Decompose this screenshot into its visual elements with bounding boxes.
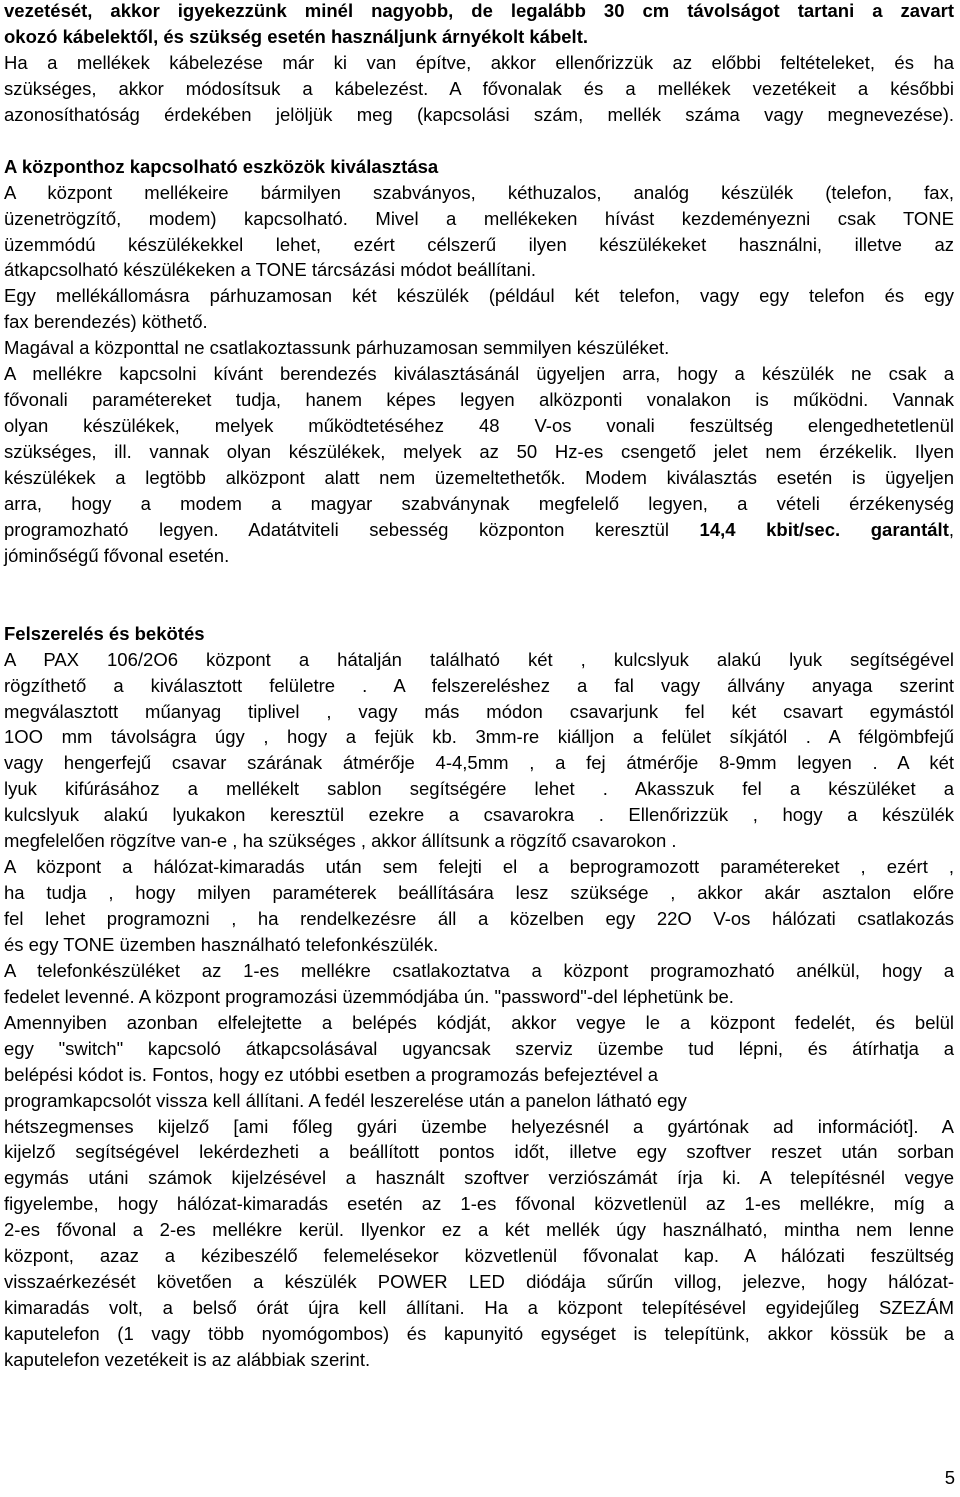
text-span <box>840 519 871 540</box>
text-line: kijelző segítségével lekérdezheti a beállított pontos időt, illetve egy szoftver reszet után sorban <box>4 1141 954 1163</box>
text-line: ha tudja , hogy milyen paraméterek beállítására lesz szüksége , akkor akár asztalon előre <box>4 882 954 904</box>
text-line: szükséges, akkor módosítsuk a kábelezést. A fővonalak és a mellékek vezetékeit a későbbi <box>4 77 954 99</box>
text-line: vagy hengerfejű csavar szárának átmérője 4-4,5mm , a fej átmérője 8-9mm legyen . A két <box>4 752 954 774</box>
installation-section <box>4 621 954 1373</box>
section-heading: Felszerelés és bekötés <box>4 622 205 644</box>
text-line: okozó kábelektől, és szükség esetén használjunk árnyékolt kábelt. <box>4 25 588 47</box>
text-line: 2-es fővonal a 2-es mellékre kerül. Ilyenkor ez a két mellék úgy használható, mintha nem lenne <box>4 1219 954 1241</box>
text-line: programkapcsolót vissza kell állítani. A fedél leszerelése után a panelon látható egy <box>4 1089 687 1111</box>
text-line: kimaradás volt, a belső órát újra kell állítani. Ha a központ telepítésével egyidejűleg SZEZÁM <box>4 1297 954 1319</box>
text-line: készülékek a legtöbb alközpont alatt nem üzemeltethetők. Modem kiválasztás esetén is ügyeljen <box>4 466 954 488</box>
document-page <box>4 0 954 1373</box>
text-line: vezetését, akkor igyekezzünk minél nagyobb, de legalább 30 cm távolságot tartani a zavart <box>4 0 954 21</box>
text-line: központ, azaz a kézibeszélő felemelésekor közvetlenül fővonalat kap. A hálózati feszültség <box>4 1245 954 1267</box>
text-line: belépési kódot is. Fontos, hogy ez utóbbi esetben a programozás befejeztével a <box>4 1063 659 1085</box>
text-line: Ha a mellékek kábelezése már ki van építve, akkor ellenőrizzük az előbbi feltételeket, és ha <box>4 51 954 73</box>
device-selection-section <box>4 154 954 569</box>
text-line: egy "switch" kapcsoló átkapcsolásával ugyancsak szerviz üzembe tud lépni, és átírhatja a <box>4 1037 954 1059</box>
text-span: programozható legyen. Adatátviteli sebesség központon keresztül <box>4 518 700 540</box>
text-line: 1OO mm távolságra úgy , hogy a fejük kb. 3mm-re kiálljon a felület síkjától . A félgömbfejű <box>4 726 954 748</box>
text-line: és egy TONE üzemben használható telefonkészülék. <box>4 933 439 955</box>
spacer <box>4 569 954 621</box>
text-line: fővonali paramétereket tudja, hanem képes legyen alközponti vonalakon is működni. Vannak <box>4 389 954 411</box>
text-line <box>4 517 954 543</box>
text-line: egymás utáni számok kijelzésével a használt szoftver verziószámát írja ki. A telepítésnél vegye <box>4 1167 954 1189</box>
page-number: 5 <box>944 1467 955 1488</box>
text-line: kaputelefon vezetékeit is az alábbiak szerint. <box>4 1348 371 1370</box>
section-heading: A központhoz kapcsolható eszközök kiválasztása <box>4 155 439 177</box>
text-line: visszaérkezését követően a készülék POWER LED diódája sűrűn villog, jelezve, hogy hálózat- <box>4 1271 954 1293</box>
text-line: arra, hogy a modem a magyar szabványnak megfelelő legyen, a vételi érzékenység <box>4 492 954 514</box>
text-line: figyelembe, hogy hálózat-kimaradás esetén az 1-es fővonal közvetlenül az 1-es mellékre, míg a <box>4 1193 954 1215</box>
data-rate-value: 14,4 kbit/sec. <box>699 518 841 540</box>
text-line: kulcslyuk alakú lyukakon keresztül ezekre a csavarokra . Ellenőrizzük , hogy a készülék <box>4 804 954 826</box>
text-line: kaputelefon (1 vagy több nyomógombos) és kapunyitó egységet is telepítünk, akkor kössük be a <box>4 1323 954 1344</box>
text-line: jóminőségű fővonal esetén. <box>4 544 230 566</box>
text-line: fax berendezés) köthető. <box>4 311 208 333</box>
text-line: fedelet levenné. A központ programozási üzemmódjába ún. "password"-del léphetünk be. <box>4 985 734 1007</box>
text-line: Egy mellékállomásra párhuzamosan két készülék (például két telefon, vagy egy telefon és egy <box>4 285 954 307</box>
text-line: fel lehet programozni , ha rendelkezésre áll a közelben egy 22O V-os hálózati csatlakozás <box>4 908 954 929</box>
text-span: , <box>948 518 955 540</box>
text-line: megválasztott műanyag tiplivel , vagy más módon csavarjunk fel két csavart egymástól <box>4 700 954 722</box>
text-line: A PAX 106/2O6 központ a hátalján található két , kulcslyuk alakú lyuk segítségével <box>4 648 954 670</box>
text-line: A központ a hálózat-kimaradás után sem felejti el a beprogramozott paramétereket , ezért , <box>4 856 954 878</box>
text-line: Amennyiben azonban elfelejtette a belépés kódját, akkor vegye le a központ fedelét, és belül <box>4 1011 954 1033</box>
cabling-paragraph <box>4 0 954 128</box>
text-line: átkapcsolható készülékeken a TONE tárcsázási módot beállítani. <box>4 259 536 281</box>
text-line: azonosíthatóság érdekében jelöljük meg (kapcsolási szám, mellék száma vagy megnevezése). <box>4 103 954 125</box>
text-line: olyan készülékek, melyek működtetéséhez 48 V-os vonali feszültség elengedhetetlenül <box>4 415 954 437</box>
text-line: rögzíthető a kiválasztott felületre . A felszereléshez a fal vagy állvány anyaga szerint <box>4 674 954 696</box>
text-line: megfelelően rögzítve van-e , ha szükséges , akkor állítsunk a rögzítő csavarokon . <box>4 830 677 852</box>
text-line: Magával a központtal ne csatlakoztassunk párhuzamosan semmilyen készüléket. <box>4 337 670 359</box>
text-line: lyuk kifúrásához a mellékelt sablon segítségére lehet . Akasszuk fel a készüléket a <box>4 778 954 800</box>
text-line: szükséges, ill. vannak olyan készülékek, melyek az 50 Hz-es csengető jelet nem érzékelik. Ilyen <box>4 441 954 462</box>
text-line: hétszegmenses kijelző [ami főleg gyári üzembe helyezésnél a gyártónak ad információt]. A <box>4 1115 954 1137</box>
text-line: A mellékre kapcsolni kívánt berendezés kiválasztásánál ügyeljen arra, hogy a készülék ne csak a <box>4 363 954 385</box>
text-line: A központ mellékeire bármilyen szabványos, kéthuzalos, analóg készülék (telefon, fax, <box>4 181 954 203</box>
text-line: A telefonkészüléket az 1-es mellékre csatlakoztatva a központ programozható anélkül, hogy a <box>4 959 954 981</box>
spacer <box>4 128 954 154</box>
text-line: üzenetrögzítő, modem) kapcsolható. Mivel a mellékeken hívást kezdeményezni csak TONE <box>4 207 954 229</box>
guaranteed-label: garantált <box>870 518 949 540</box>
text-line: üzemmódú készülékekkel lehet, ezért célszerű ilyen készülékeket használni, illetve az <box>4 233 954 255</box>
